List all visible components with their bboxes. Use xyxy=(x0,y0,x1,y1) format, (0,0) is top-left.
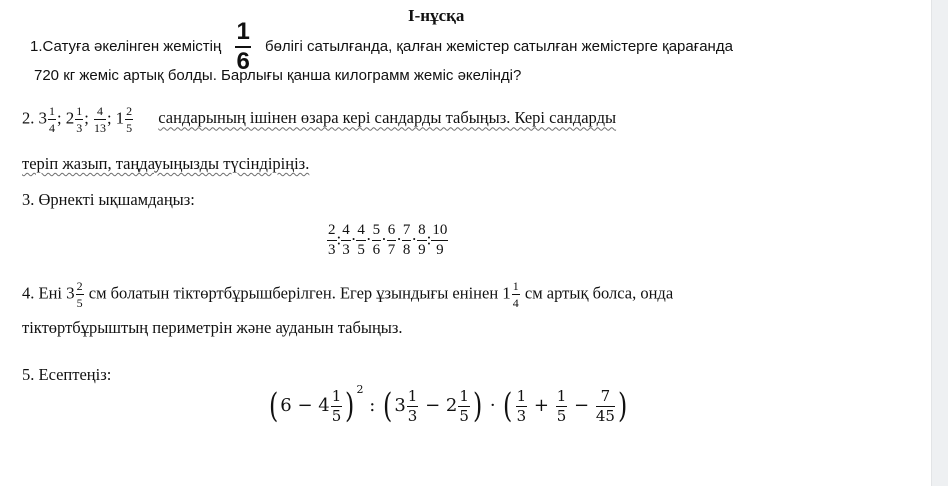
task2-num4-whole: 1 xyxy=(115,108,125,128)
task2-num2-fraction: $\frac{1}{3}$ xyxy=(76,104,83,135)
task3-op: · xyxy=(381,229,387,249)
task3-frac-2: $\frac{4}{3}$ xyxy=(342,222,350,258)
task5-label: 5. Есептеңіз: xyxy=(22,365,112,384)
task2-num1-fraction: $\frac{1}{4}$ xyxy=(49,104,55,135)
task4-text-c: см артық болса, онда xyxy=(524,283,674,303)
task1-line2: 720 кг жеміс артық болды. Барлығы қанша килограмм жеміс әкелінді? xyxy=(34,67,522,84)
task5-dot: · xyxy=(489,395,496,416)
task1-fraction xyxy=(235,20,250,74)
task2-num4-fraction: $\frac{2}{5}$ xyxy=(126,104,133,135)
task5-colon: : xyxy=(369,395,376,416)
task2-text-b: теріп жазып, таңдауыңызды түсіндіріңіз. xyxy=(22,154,310,173)
task5-g3-op2: − xyxy=(574,395,590,416)
task1-fraction-den: 6 xyxy=(236,48,250,75)
task3-frac-5: $\frac{6}{7}$ xyxy=(387,222,396,258)
task5-g3-fraction1: $\frac{1}{3}$ xyxy=(516,386,527,425)
task5-g2-fraction1: $\frac{1}{3}$ xyxy=(407,386,418,425)
task3-label xyxy=(22,190,195,210)
task4-text-a: 4. Ені xyxy=(22,283,62,303)
task4-line1 xyxy=(22,280,673,309)
task3-frac-7: $\frac{8}{9}$ xyxy=(418,222,426,258)
task3-frac-1: $\frac{2}{3}$ xyxy=(328,222,336,258)
task5-g3-fraction3: $\frac{7}{45}$ xyxy=(595,386,615,425)
task3-frac-3: $\frac{4}{5}$ xyxy=(357,222,365,258)
task4-width-fraction: $\frac{2}{5}$ xyxy=(76,279,83,310)
task5-g2-fraction2: $\frac{1}{5}$ xyxy=(459,386,469,425)
scrollbar-track[interactable] xyxy=(931,0,948,486)
task3-op: · xyxy=(411,229,418,249)
task3-op: · xyxy=(350,229,357,249)
task4-diff-whole: 1 xyxy=(502,283,511,303)
task2-text-a: сандарының ішінен өзара кері сандарды табыңыз. Кері сандарды xyxy=(158,108,617,128)
task3-frac-6: $\frac{7}{8}$ xyxy=(402,222,411,258)
task3-frac-8: $\frac{10}{9}$ xyxy=(432,222,448,258)
task5-expression xyxy=(267,383,629,426)
task5-g1-text: 6 − 4 xyxy=(280,395,330,416)
task4-width-whole: 3 xyxy=(66,283,75,303)
task1-line1 xyxy=(30,20,733,74)
paren-close: ) xyxy=(472,386,483,426)
task3-op: · xyxy=(365,229,372,249)
paren-close: ) xyxy=(345,386,355,426)
task5-g2-whole: 3 xyxy=(394,395,406,416)
task1-text-b: бөлігі сатылғанда, қалған жемістер сатылған жемістерге қарағанда xyxy=(264,37,733,55)
task1-fraction-num: 1 xyxy=(235,20,250,48)
task2-num1-whole: 3 xyxy=(38,108,47,128)
paren-open: ( xyxy=(268,386,279,426)
task3-expression xyxy=(327,223,448,258)
task3-op: · xyxy=(396,229,402,249)
task5-g1-fraction: $\frac{1}{5}$ xyxy=(331,386,342,425)
task3-frac-4: $\frac{5}{6}$ xyxy=(372,222,381,258)
task2-line1: 2. 3 $\frac{1}{4}$ ; 2 $\frac{1}{3}$ ; $\frac{4}{13}$ ; 1 $\frac{2}{5}$ сандарының ішінен өзара кері сандарды табыңыз. Кері сандарды xyxy=(22,104,617,135)
task5-exponent: 2 xyxy=(356,383,364,396)
task5-g2-op: − 2 xyxy=(425,395,458,416)
task5-g3-op1: + xyxy=(533,395,549,416)
paren-close: ) xyxy=(617,386,628,426)
task4-line2: тіктөртбұрыштың периметрін және ауданын табыңыз. xyxy=(22,318,403,337)
task4-diff-fraction: $\frac{1}{4}$ xyxy=(512,279,519,310)
task2-num3-fraction: $\frac{4}{13}$ xyxy=(93,104,106,135)
task3-op: : xyxy=(336,229,342,249)
task3-op: : xyxy=(426,229,432,249)
paren-open: ( xyxy=(383,386,393,426)
task3-label-text: 3. Өрнекті ықшамдаңыз: xyxy=(22,190,195,209)
task4-text-b: см болатын тіктөртбұрышберілген. Егер ұзындығы енінен xyxy=(88,283,499,303)
paren-open: ( xyxy=(503,386,513,426)
task1-text-a: 1.Сатуға әкелінген жемістің xyxy=(30,37,222,55)
task5-g3-fraction2: $\frac{1}{5}$ xyxy=(556,386,567,425)
page-title: І-нұсқа xyxy=(408,6,465,25)
task2-number: 2. xyxy=(22,108,35,128)
task2-num2-whole: 2 xyxy=(65,108,75,128)
